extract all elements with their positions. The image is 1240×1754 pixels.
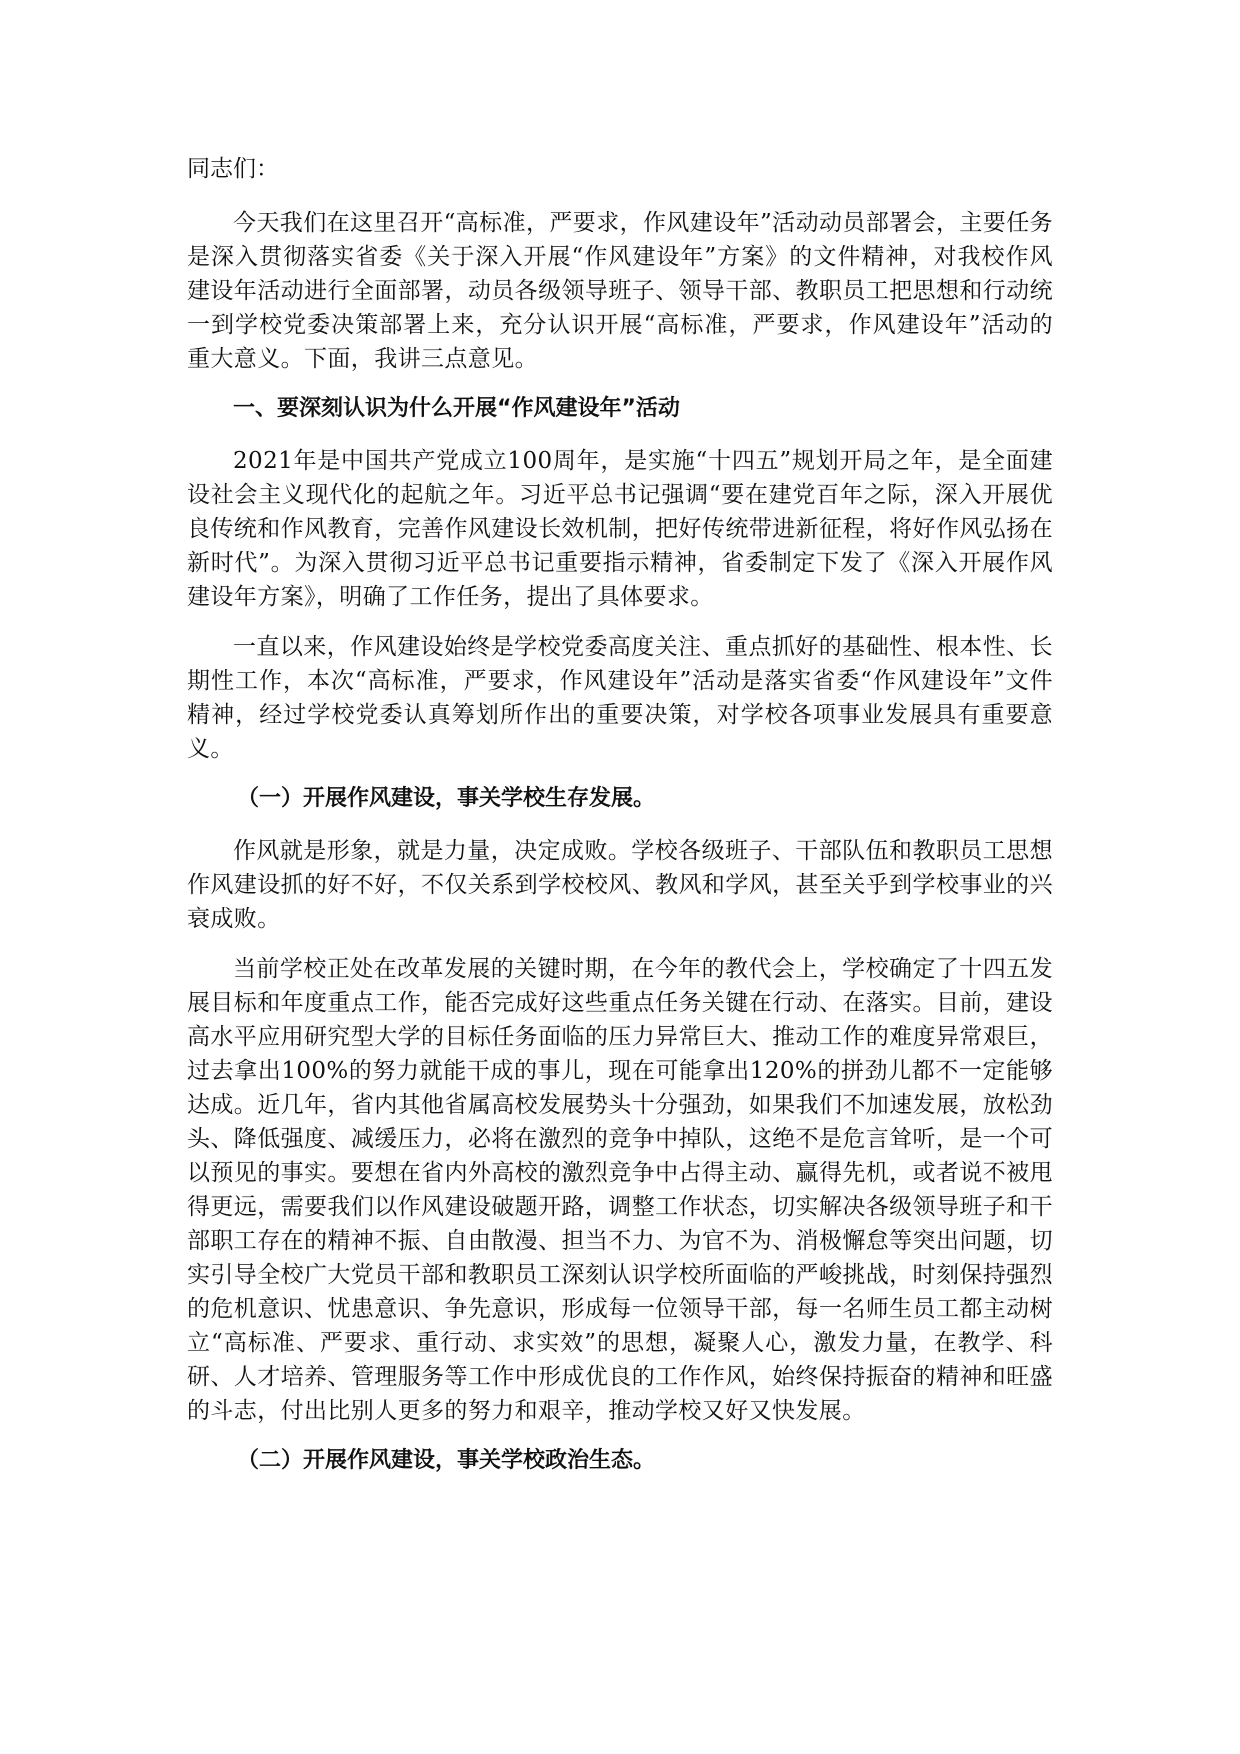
subsection-1-heading: （一）开展作风建设，事关学校生存发展。 <box>237 786 656 811</box>
subsection-2-heading: （二）开展作风建设，事关学校政治生态。 <box>237 1448 656 1473</box>
section-1-paragraph-2: 一直以来，作风建设始终是学校党委高度关注、重点抓好的基础性、根本性、长期性工作，本次“高标准，严要求，作风建设年”活动是落实省委“作风建设年”文件精神，经过学校党委认真筹划所作出的重要决策，对学校各项事业发展具有重要意义。 <box>187 634 1053 762</box>
section-1-heading: 一、要深刻认识为什么开展“作风建设年”活动 <box>233 396 680 421</box>
section-1-paragraph-1: 2021年是中国共产党成立100周年，是实施“十四五”规划开局之年，是全面建设社会主义现代化的起航之年。习近平总书记强调“要在建党百年之际，深入开展优良传统和作风教育，完善作风建设长效机制，把好传统带进新征程，将好作风弘扬在新时代”。为深入贯彻习近平总书记重要指示精神，省委制定下发了《深入开展作风建设年方案》，明确了工作任务，提出了具体要求。 <box>187 448 1053 610</box>
salutation: 同志们： <box>187 156 279 182</box>
intro-paragraph: 今天我们在这里召开“高标准，严要求，作风建设年”活动动员部署会，主要任务是深入贯彻落实省委《关于深入开展“作风建设年”方案》的文件精神，对我校作风建设年活动进行全面部署，动员各级领导班子、领导干部、教职员工把思想和行动统一到学校党委决策部署上来，充分认识开展“高标准，严要求，作风建设年”活动的重大意义。下面，我讲三点意见。 <box>187 210 1053 372</box>
subsection-1-paragraph-1: 作风就是形象，就是力量，决定成败。学校各级班子、干部队伍和教职员工思想作风建设抓的好不好，不仅关系到学校校风、教风和学风，甚至关乎到学校事业的兴衰成败。 <box>187 838 1053 932</box>
document-page <box>187 152 1053 1496</box>
subsection-1-paragraph-2: 当前学校正处在改革发展的关键时期，在今年的教代会上，学校确定了十四五发展目标和年度重点工作，能否完成好这些重点任务关键在行动、在落实。目前，建设高水平应用研究型大学的目标任务面临的压力异常巨大、推动工作的难度异常艰巨，过去拿出100%的努力就能干成的事儿，现在可能拿出120%的拼劲儿都不一定能够达成。近几年，省内其他省属高校发展势头十分强劲，如果我们不加速发展，放松劲头、降低强度、减缓压力，必将在激烈的竞争中掉队，这绝不是危言耸听，是一个可以预见的事实。要想在省内外高校的激烈竞争中占得主动、赢得先机，或者说不被甩得更远，需要我们以作风建设破题开路，调整工作状态，切实解决各级领导班子和干部职工存在的精神不振、自由散漫、担当不力、为官不为、消极懈怠等突出问题，切实引导全校广大党员干部和教职员工深刻认识学校所面临的严峻挑战，时刻保持强烈的危机意识、忧患意识、争先意识，形成每一位领导干部，每一名师生员工都主动树立“高标准、严要求、重行动、求实效”的思想，凝聚人心，激发力量，在教学、科研、人才培养、管理服务等工作中形成优良的工作作风，始终保持振奋的精神和旺盛的斗志，付出比别人更多的努力和艰辛，推动学校又好又快发展。 <box>187 956 1053 1424</box>
